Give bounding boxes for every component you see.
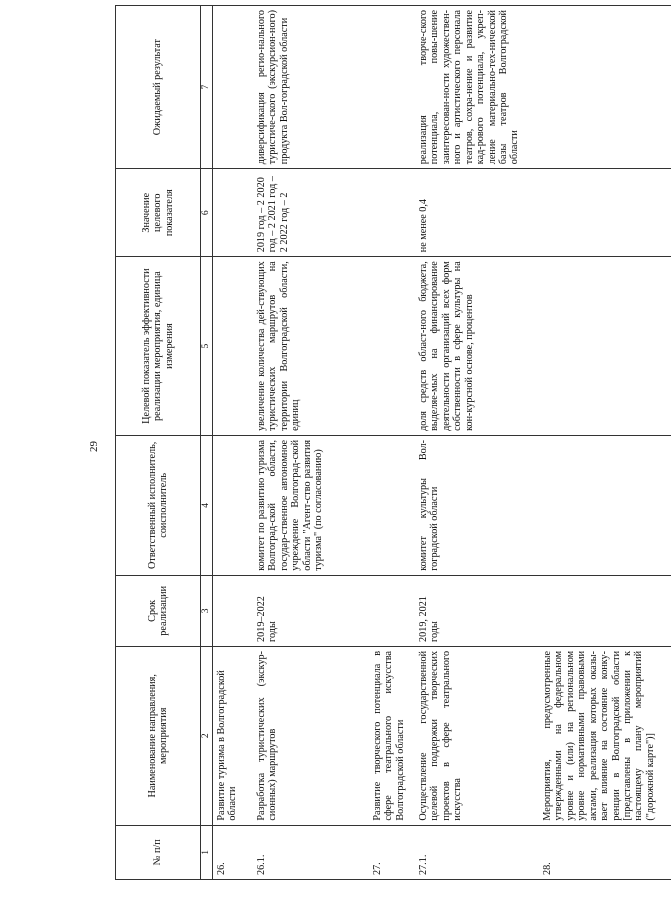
row-indicator: увеличение количества дей-ствующих туристических маршрутов на территории Волгоградской области, единиц [253,257,369,436]
row-number: 26. [213,825,254,879]
measures-table [115,5,671,880]
row-result [369,6,415,169]
row-executor: комитет культуры Вол-гоградской области [415,435,539,575]
table-row [253,6,369,880]
column-number: 7 [201,6,213,169]
row-term [539,575,671,646]
row-result: реализация творче-ского потенциала, повы-шение заинтересован-ности художествен-ного и артистического персонала театров, сохра-нение и развитие кад-рового потенциала, укреп-ление материально-тех-нической базы театров Волгоградской области [415,6,539,169]
row-term [213,575,254,646]
row-result: диверсификация регио-нального туристиче-ского (экскурсион-ного) продукта Вол-гоградской области [253,6,369,169]
table-row [213,6,254,880]
row-term: 2019, 2021 годы [415,575,539,646]
table-row [415,6,539,880]
row-value: не менее 0,4 [415,169,539,257]
row-name: Разработка туристических (экскур-сионных) маршрутов [253,646,369,825]
row-indicator: доля средств област-ного бюджета, выделяе-мых на финансирование деятельности организаций всех форм собственности в сфере культуры на кон-курсной основе, процентов [415,257,539,436]
column-number: 5 [201,257,213,436]
header-result: Ожидаемый результат [116,6,201,169]
row-value [369,169,415,257]
row-number: 26.1. [253,825,369,879]
row-name: Развитие туризма в Волгоградской области [213,646,254,825]
row-executor [369,435,415,575]
row-executor [213,435,254,575]
row-name: Осуществление государственной целевой поддержки творческих проектов в сфере театрального искусства [415,646,539,825]
row-executor [539,435,671,575]
header-executor: Ответственный исполнитель, соисполнитель [116,435,201,575]
rotated-page [115,5,656,880]
row-value [539,169,671,257]
row-result [213,6,254,169]
row-indicator [213,257,254,436]
row-indicator [369,257,415,436]
header-indicator: Целевой показатель эффективности реализации мероприятия, единица измерения [116,257,201,436]
row-value [213,169,254,257]
column-number: 4 [201,435,213,575]
row-term [369,575,415,646]
row-name: Мероприятия, предусмотренные утвержденными на федеральном уровне и (или) на региональном уровне нормативными правовыми актами, реализация которых оказы-вает влияние на состояние конку-ренции в Волгоградской области [представлены в приложении к настоящему плану мероприятий ("дорожной карте")] [539,646,671,825]
header-row [116,6,201,880]
column-number-row [201,6,213,880]
row-number: 27. [369,825,415,879]
column-number: 1 [201,825,213,879]
header-term: Срок реализации [116,575,201,646]
row-term: 2019–2022 годы [253,575,369,646]
header-num: № п/п [116,825,201,879]
header-name: Наименование направления, мероприятия [116,646,201,825]
row-indicator [539,257,671,436]
page-number: 29 [88,441,100,452]
row-number: 28. [539,825,671,879]
row-value: 2019 год – 2 2020 год – 2 2021 год – 2 2022 год – 2 [253,169,369,257]
header-value: Значение целевого показателя [116,169,201,257]
table-row [369,6,415,880]
column-number: 2 [201,646,213,825]
table-row [539,6,671,880]
row-number: 27.1. [415,825,539,879]
column-number: 3 [201,575,213,646]
row-result [539,6,671,169]
row-executor: комитет по развитию туризма Волгоград-ской области, государ-ственное автономное учреждение Волгоград-ской области "Агент-ство развития туризма" (по согласованию) [253,435,369,575]
column-number: 6 [201,169,213,257]
row-name: Развитие творческого потенциала в сфере театрального искусства Волгоградской области [369,646,415,825]
